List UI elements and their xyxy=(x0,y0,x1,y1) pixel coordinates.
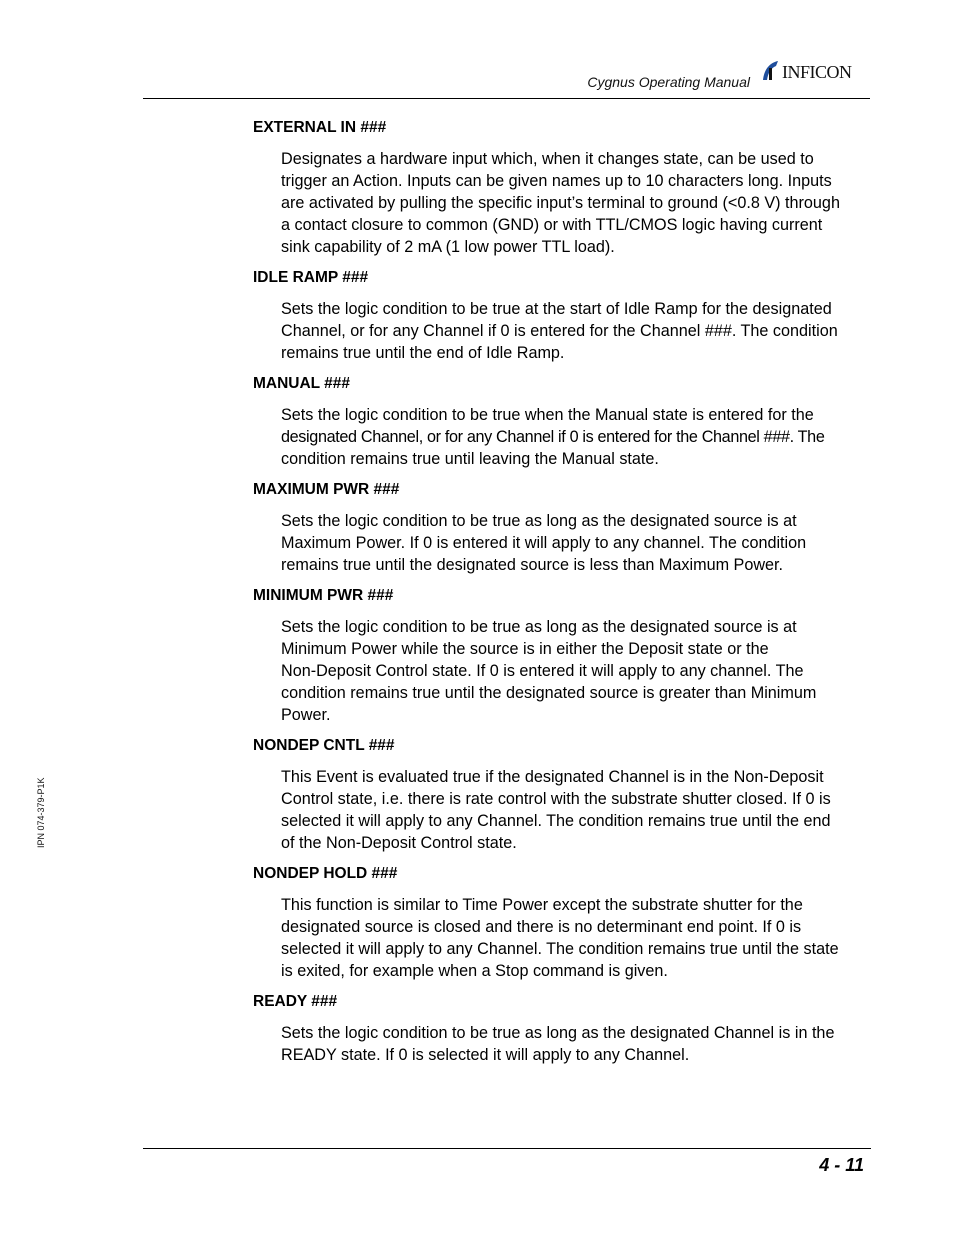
text-line: a contact closure to common (GND) or with TTL/CMOS logic having current xyxy=(281,216,823,234)
page-content xyxy=(253,118,873,1066)
section-heading: NONDEP HOLD ### xyxy=(253,865,398,882)
section-body xyxy=(281,298,871,364)
text-line: remains true until the end of Idle Ramp. xyxy=(281,344,565,362)
text-line: Maximum Power. If 0 is entered it will apply to any channel. The condition xyxy=(281,534,807,552)
text-line: This function is similar to Time Power except the substrate shutter for the xyxy=(281,896,803,914)
section-ready xyxy=(253,992,873,1066)
brand-name: INFICON xyxy=(782,62,852,82)
text-line: Sets the logic condition to be true at the start of Idle Ramp for the designated xyxy=(281,300,832,318)
document-id: IPN 074-379-P1K xyxy=(36,777,46,848)
text-line: condition remains true until leaving the Manual state. xyxy=(281,450,659,468)
section-maximum-pwr xyxy=(253,480,873,576)
section-heading: EXTERNAL IN ### xyxy=(253,119,387,136)
text-line: designated Channel, or for any Channel if 0 is entered for the Channel ###. The xyxy=(281,428,825,446)
text-line: This Event is evaluated true if the designated Channel is in the Non-Deposit xyxy=(281,768,824,786)
text-line: designated source is closed and there is no determinant end point. If 0 is xyxy=(281,918,802,936)
text-line: Channel, or for any Channel if 0 is entered for the Channel ###. The condition xyxy=(281,322,838,340)
section-heading: MINIMUM PWR ### xyxy=(253,587,394,604)
text-line: Non-Deposit Control state. If 0 is entered it will apply to any channel. The xyxy=(281,662,804,680)
text-line: remains true until the designated source is less than Maximum Power. xyxy=(281,556,784,574)
section-body xyxy=(281,766,871,854)
text-line: Designates a hardware input which, when it changes state, can be used to xyxy=(281,150,814,168)
section-body xyxy=(281,404,871,470)
text-line: Control state, i.e. there is rate control with the substrate shutter closed. If 0 is xyxy=(281,790,831,808)
section-minimum-pwr xyxy=(253,586,873,726)
text-line: condition remains true until the designated source is greater than Minimum xyxy=(281,684,817,702)
section-body xyxy=(281,510,871,576)
text-line: selected it will apply to any Channel. The condition remains true until the state xyxy=(281,940,839,958)
text-line: Sets the logic condition to be true as long as the designated source is at xyxy=(281,512,797,530)
inficon-logo xyxy=(760,58,872,84)
section-nondep-hold xyxy=(253,864,873,982)
section-body xyxy=(281,148,871,258)
section-heading: READY ### xyxy=(253,993,338,1010)
section-body xyxy=(281,894,871,982)
text-line: trigger an Action. Inputs can be given names up to 10 characters long. Inputs xyxy=(281,172,832,190)
text-line: READY state. If 0 is selected it will apply to any Channel. xyxy=(281,1046,690,1064)
text-line: Sets the logic condition to be true when the Manual state is entered for the xyxy=(281,406,814,424)
text-line: Sets the logic condition to be true as long as the designated Channel is in the xyxy=(281,1024,835,1042)
section-heading: IDLE RAMP ### xyxy=(253,269,369,286)
section-heading: NONDEP CNTL ### xyxy=(253,737,395,754)
text-line: Power. xyxy=(281,706,331,724)
header-rule xyxy=(143,98,870,99)
section-heading: MANUAL ### xyxy=(253,375,351,392)
section-idle-ramp xyxy=(253,268,873,364)
section-body xyxy=(281,616,871,726)
section-nondep-cntl xyxy=(253,736,873,854)
text-line: of the Non-Deposit Control state. xyxy=(281,834,517,852)
footer-rule xyxy=(143,1148,871,1149)
text-line: Minimum Power while the source is in either the Deposit state or the xyxy=(281,640,769,658)
section-manual xyxy=(253,374,873,470)
manual-title: Cygnus Operating Manual xyxy=(587,74,750,90)
text-line: is exited, for example when a Stop command is given. xyxy=(281,962,668,980)
section-external-in xyxy=(253,118,873,258)
section-body xyxy=(281,1022,871,1066)
text-line: are activated by pulling the specific input’s terminal to ground (<0.8 V) through xyxy=(281,194,840,212)
text-line: Sets the logic condition to be true as long as the designated source is at xyxy=(281,618,797,636)
section-heading: MAXIMUM PWR ### xyxy=(253,481,400,498)
inficon-logo-mark xyxy=(760,58,782,84)
text-line: selected it will apply to any Channel. The condition remains true until the end xyxy=(281,812,831,830)
page-number: 4 - 11 xyxy=(819,1155,864,1175)
text-line: sink capability of 2 mA (1 low power TTL load). xyxy=(281,238,615,256)
